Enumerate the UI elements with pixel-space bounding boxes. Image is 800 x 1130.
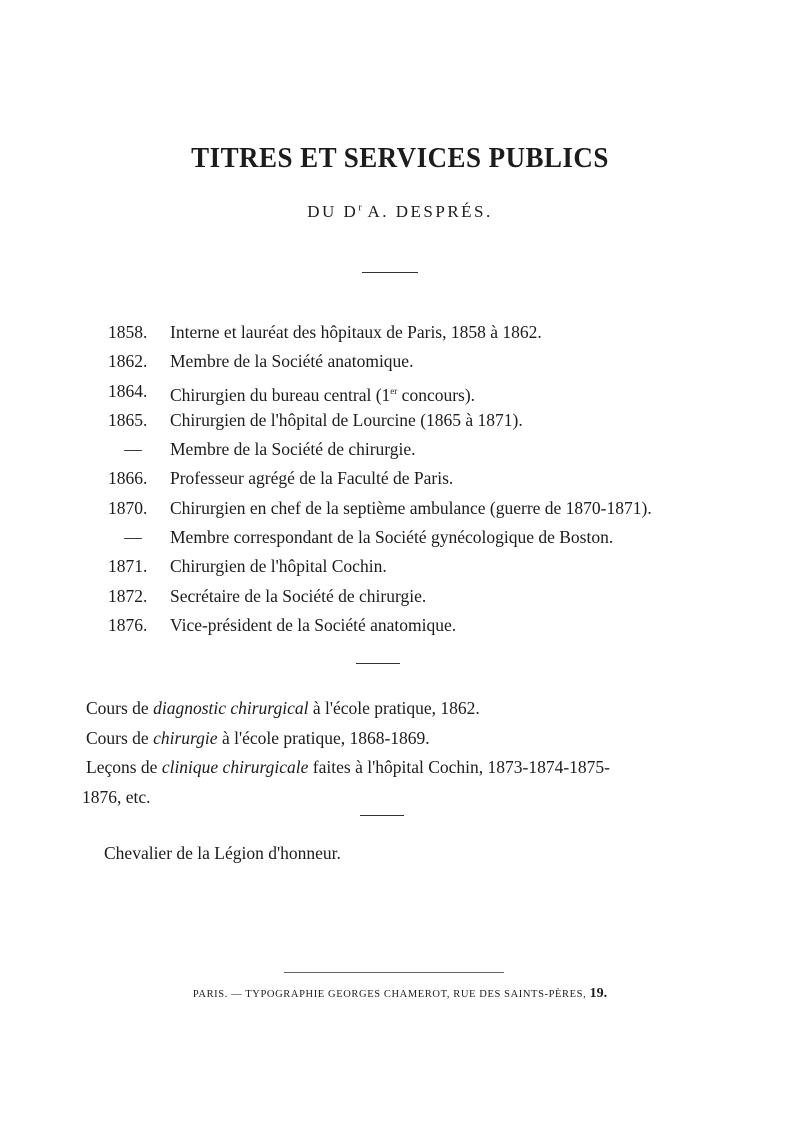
course-prefix: Leçons de [86,757,162,777]
printer-imprint [0,986,800,1002]
page-subtitle [0,202,800,222]
list-item [108,377,748,406]
entry-year: 1865. [108,409,148,430]
list-item [108,406,748,435]
entry-text-after: concours). [397,384,476,405]
entry-text: Membre de la Société anatomique. [170,351,414,372]
course-subject: clinique chirurgicale [161,757,309,777]
entry-text: Professeur agrégé de la Faculté de Paris. [170,468,454,489]
entry-text [170,377,475,406]
courses-section [82,694,706,812]
course-continuation: 1876, etc. [82,786,151,807]
entry-text: Membre correspondant de la Société gynécologique de Boston. [170,527,614,548]
entry-year: 1870. [108,497,148,518]
entry-year: 1864. [108,380,148,401]
entry-dash: — [124,439,142,460]
titles-list [108,318,748,640]
list-item [108,552,748,581]
subtitle-prefix: DU D [307,202,359,221]
entry-dash: — [124,527,142,548]
subtitle-superscript: r [358,202,362,214]
course-subject: chirurgie [153,727,218,748]
entry-text: Chirurgien de l'hôpital de Lourcine (1865 à 1871). [170,409,523,430]
course-prefix: Cours de [86,727,154,748]
page-title: TITRES ET SERVICES PUBLICS [191,142,609,174]
list-item [108,494,748,523]
course-line [86,753,706,783]
course-prefix: Cours de [86,698,154,718]
divider-rule [356,663,400,664]
honor-line: Chevalier de la Légion d'honneur. [104,843,341,863]
list-item [108,611,748,640]
entry-text: Interne et lauréat des hôpitaux de Paris, 1858 à 1862. [170,322,542,342]
course-line [86,724,706,754]
entry-text: Secrétaire de la Société de chirurgie. [170,585,427,606]
entry-text: Vice-président de la Société anatomique. [170,614,457,635]
entry-text: Chirurgien en chef de la septième ambulance (guerre de 1870-1871). [170,497,652,518]
course-line [86,694,706,724]
course-suffix: faites à l'hôpital Cochin, 1873-1874-1875- [308,757,610,777]
divider-rule [360,815,404,816]
subtitle-name: A. DESPRÉS. [361,202,493,221]
imprint-number: 19. [589,986,608,1001]
entry-text-before: Chirurgien du bureau central (1 [170,384,391,405]
footer-rule [284,972,504,973]
entry-year: 1858. [108,322,148,342]
entry-year: 1866. [108,468,148,489]
course-suffix: à l'école pratique, 1868-1869. [217,727,430,748]
list-item [108,523,748,552]
list-item [108,318,748,347]
entry-text-superscript: er [390,385,398,396]
list-item [108,347,748,376]
entry-year: 1871. [108,556,148,577]
entry-year: 1876. [108,614,148,635]
entry-text: Chirurgien de l'hôpital Cochin. [170,556,387,577]
course-subject: diagnostic chirurgical [153,698,309,718]
entry-year: 1862. [108,351,148,372]
list-item [108,464,748,493]
course-suffix: à l'école pratique, 1862. [308,698,480,718]
list-item [108,435,748,464]
imprint-text: PARIS. — TYPOGRAPHIE GEORGES CHAMEROT, RUE DES SAINTS-PÈRES, [192,989,590,1000]
divider-rule [362,272,418,273]
list-item [108,582,748,611]
entry-year: 1872. [108,585,148,606]
entry-text: Membre de la Société de chirurgie. [170,439,416,460]
